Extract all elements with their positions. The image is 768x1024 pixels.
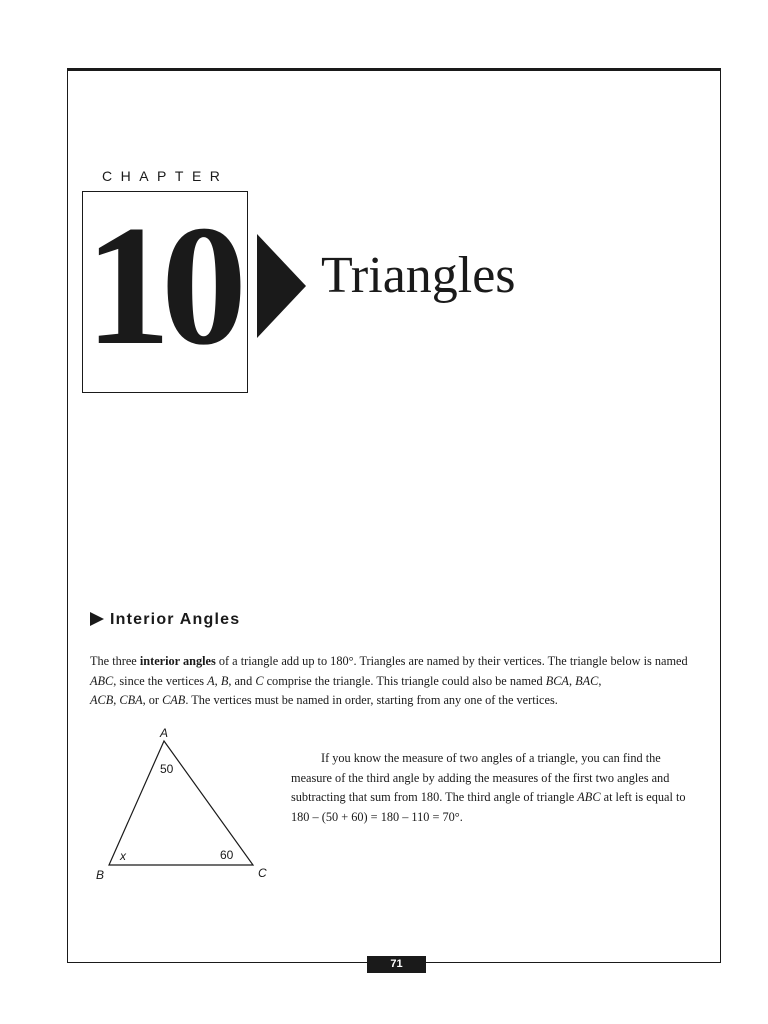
triangle-shape <box>109 741 253 865</box>
intro-text: . The vertices must be named in order, starting from any one of the vertices. <box>185 693 558 707</box>
play-arrow-icon <box>257 234 307 338</box>
intro-text: , <box>598 673 602 688</box>
triangle-name: CAB <box>162 693 186 707</box>
explanation-paragraph <box>291 749 703 827</box>
chapter-title: Triangles <box>321 247 516 304</box>
triangle-name: BAC <box>575 673 599 688</box>
angle-a-label: 50 <box>160 762 174 776</box>
vertex-name: A <box>207 673 215 688</box>
explanation-text: at left is equal to 180 – (50 + 60) = 180 – 110 = 70°. <box>291 790 686 824</box>
intro-text: , and <box>228 673 256 688</box>
triangle-name: ABC <box>577 790 601 804</box>
angle-c-label: 60 <box>220 848 234 862</box>
intro-text: , <box>113 693 120 707</box>
vertex-c-label: C <box>258 866 267 880</box>
intro-text: , or <box>142 693 163 707</box>
intro-text: , since the vertices <box>113 673 208 688</box>
triangle-name: ACB <box>90 693 114 707</box>
chapter-number-box <box>82 191 248 393</box>
explanation-text: If you know the measure of two angles of a triangle, you can find the measure of the third angle by adding the measures of the first two angles and subtracting that sum from 180. The third angle of triangle <box>291 751 670 804</box>
triangle-name: ABC <box>90 673 114 688</box>
vertex-name: C <box>255 673 264 688</box>
triangle-name: CBA <box>119 693 143 707</box>
intro-paragraph <box>90 652 702 711</box>
triangle-name: BCA <box>545 673 569 688</box>
intro-text: The three <box>90 654 140 668</box>
section-arrow-icon <box>90 612 104 626</box>
intro-text: of a triangle add up to 180°. Triangles are named by their vertices. The triangle below is named <box>215 654 688 668</box>
chapter-label: CHAPTER <box>102 168 229 184</box>
intro-text: , <box>568 673 576 688</box>
intro-text: , <box>214 673 221 688</box>
vertex-name: B <box>220 673 229 688</box>
section-heading: Interior Angles <box>110 611 241 628</box>
intro-text: comprise the triangle. This triangle could also be named <box>263 673 546 688</box>
angle-b-label: x <box>120 849 126 863</box>
vertex-a-label: A <box>160 726 169 740</box>
chapter-number: 10 <box>85 191 237 381</box>
interior-angles-term: interior angles <box>139 654 216 668</box>
triangle-diagram <box>90 722 280 886</box>
vertex-b-label: B <box>96 868 105 882</box>
page-number: 71 <box>367 956 426 973</box>
